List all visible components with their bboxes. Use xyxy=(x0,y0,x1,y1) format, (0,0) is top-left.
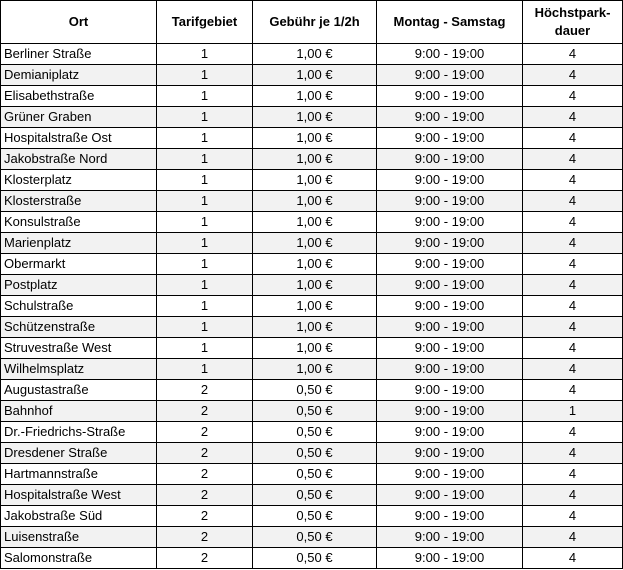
cell-tarifgebiet: 1 xyxy=(157,254,253,275)
cell-tarifgebiet: 1 xyxy=(157,44,253,65)
cell-tarifgebiet: 1 xyxy=(157,359,253,380)
cell-ort: Schulstraße xyxy=(1,296,157,317)
cell-gebuehr: 1,00 € xyxy=(253,254,377,275)
cell-gebuehr: 0,50 € xyxy=(253,485,377,506)
cell-montag-samstag: 9:00 - 19:00 xyxy=(377,422,523,443)
cell-tarifgebiet: 1 xyxy=(157,275,253,296)
cell-montag-samstag: 9:00 - 19:00 xyxy=(377,170,523,191)
cell-montag-samstag: 9:00 - 19:00 xyxy=(377,380,523,401)
header-hoechstparkdauer-line2: dauer xyxy=(554,23,591,38)
table-row xyxy=(1,254,623,275)
cell-gebuehr: 1,00 € xyxy=(253,149,377,170)
cell-ort: Bahnhof xyxy=(1,401,157,422)
header-montag-samstag: Montag - Samstag xyxy=(377,1,523,44)
cell-montag-samstag: 9:00 - 19:00 xyxy=(377,485,523,506)
cell-gebuehr: 1,00 € xyxy=(253,128,377,149)
cell-montag-samstag: 9:00 - 19:00 xyxy=(377,254,523,275)
cell-ort: Marienplatz xyxy=(1,233,157,254)
cell-hoechstparkdauer: 4 xyxy=(523,149,623,170)
cell-hoechstparkdauer: 4 xyxy=(523,233,623,254)
cell-gebuehr: 0,50 € xyxy=(253,443,377,464)
cell-ort: Hospitalstraße Ost xyxy=(1,128,157,149)
cell-hoechstparkdauer: 4 xyxy=(523,107,623,128)
cell-gebuehr: 1,00 € xyxy=(253,191,377,212)
header-tarifgebiet: Tarifgebiet xyxy=(157,1,253,44)
header-ort: Ort xyxy=(1,1,157,44)
cell-montag-samstag: 9:00 - 19:00 xyxy=(377,212,523,233)
cell-montag-samstag: 9:00 - 19:00 xyxy=(377,107,523,128)
cell-gebuehr: 1,00 € xyxy=(253,212,377,233)
table-row xyxy=(1,527,623,548)
cell-gebuehr: 0,50 € xyxy=(253,380,377,401)
cell-ort: Konsulstraße xyxy=(1,212,157,233)
cell-ort: Struvestraße West xyxy=(1,338,157,359)
cell-gebuehr: 1,00 € xyxy=(253,359,377,380)
cell-montag-samstag: 9:00 - 19:00 xyxy=(377,401,523,422)
cell-tarifgebiet: 1 xyxy=(157,86,253,107)
cell-hoechstparkdauer: 4 xyxy=(523,212,623,233)
cell-montag-samstag: 9:00 - 19:00 xyxy=(377,359,523,380)
cell-hoechstparkdauer: 4 xyxy=(523,170,623,191)
table-row xyxy=(1,443,623,464)
cell-hoechstparkdauer: 4 xyxy=(523,506,623,527)
cell-ort: Grüner Graben xyxy=(1,107,157,128)
cell-ort: Dresdener Straße xyxy=(1,443,157,464)
cell-montag-samstag: 9:00 - 19:00 xyxy=(377,275,523,296)
table-row xyxy=(1,233,623,254)
cell-hoechstparkdauer: 4 xyxy=(523,548,623,569)
cell-tarifgebiet: 1 xyxy=(157,107,253,128)
table-row xyxy=(1,212,623,233)
table-row xyxy=(1,422,623,443)
cell-tarifgebiet: 2 xyxy=(157,485,253,506)
table-row xyxy=(1,296,623,317)
table-row xyxy=(1,86,623,107)
cell-gebuehr: 1,00 € xyxy=(253,296,377,317)
cell-tarifgebiet: 2 xyxy=(157,506,253,527)
cell-gebuehr: 0,50 € xyxy=(253,422,377,443)
cell-montag-samstag: 9:00 - 19:00 xyxy=(377,149,523,170)
table-body xyxy=(1,44,623,569)
table-row xyxy=(1,107,623,128)
cell-tarifgebiet: 1 xyxy=(157,128,253,149)
cell-ort: Hartmannstraße xyxy=(1,464,157,485)
cell-gebuehr: 1,00 € xyxy=(253,107,377,128)
cell-ort: Elisabethstraße xyxy=(1,86,157,107)
table-row xyxy=(1,170,623,191)
cell-tarifgebiet: 2 xyxy=(157,422,253,443)
header-hoechstparkdauer-line1: Höchstpark- xyxy=(534,5,611,20)
cell-hoechstparkdauer: 4 xyxy=(523,128,623,149)
cell-tarifgebiet: 2 xyxy=(157,527,253,548)
table-row xyxy=(1,380,623,401)
cell-gebuehr: 0,50 € xyxy=(253,464,377,485)
cell-gebuehr: 1,00 € xyxy=(253,170,377,191)
cell-ort: Augustastraße xyxy=(1,380,157,401)
cell-montag-samstag: 9:00 - 19:00 xyxy=(377,317,523,338)
table-row xyxy=(1,548,623,569)
cell-hoechstparkdauer: 4 xyxy=(523,443,623,464)
table-row xyxy=(1,401,623,422)
cell-hoechstparkdauer: 4 xyxy=(523,359,623,380)
cell-tarifgebiet: 1 xyxy=(157,296,253,317)
cell-gebuehr: 1,00 € xyxy=(253,275,377,296)
cell-tarifgebiet: 1 xyxy=(157,338,253,359)
table-row xyxy=(1,506,623,527)
cell-montag-samstag: 9:00 - 19:00 xyxy=(377,443,523,464)
cell-hoechstparkdauer: 4 xyxy=(523,317,623,338)
cell-ort: Wilhelmsplatz xyxy=(1,359,157,380)
cell-gebuehr: 0,50 € xyxy=(253,506,377,527)
table-header-row xyxy=(1,1,623,44)
cell-ort: Dr.-Friedrichs-Straße xyxy=(1,422,157,443)
cell-montag-samstag: 9:00 - 19:00 xyxy=(377,464,523,485)
table-row xyxy=(1,44,623,65)
cell-hoechstparkdauer: 4 xyxy=(523,44,623,65)
cell-montag-samstag: 9:00 - 19:00 xyxy=(377,128,523,149)
header-hoechstparkdauer xyxy=(523,1,623,44)
cell-montag-samstag: 9:00 - 19:00 xyxy=(377,65,523,86)
cell-montag-samstag: 9:00 - 19:00 xyxy=(377,527,523,548)
cell-tarifgebiet: 1 xyxy=(157,170,253,191)
cell-montag-samstag: 9:00 - 19:00 xyxy=(377,86,523,107)
table-row xyxy=(1,191,623,212)
cell-hoechstparkdauer: 4 xyxy=(523,527,623,548)
cell-tarifgebiet: 1 xyxy=(157,317,253,338)
table-row xyxy=(1,359,623,380)
table-row xyxy=(1,275,623,296)
cell-hoechstparkdauer: 4 xyxy=(523,296,623,317)
cell-tarifgebiet: 2 xyxy=(157,380,253,401)
cell-gebuehr: 0,50 € xyxy=(253,401,377,422)
cell-montag-samstag: 9:00 - 19:00 xyxy=(377,191,523,212)
cell-hoechstparkdauer: 4 xyxy=(523,65,623,86)
cell-ort: Klosterplatz xyxy=(1,170,157,191)
cell-gebuehr: 1,00 € xyxy=(253,317,377,338)
cell-hoechstparkdauer: 4 xyxy=(523,485,623,506)
cell-ort: Jakobstraße Süd xyxy=(1,506,157,527)
cell-ort: Demianiplatz xyxy=(1,65,157,86)
cell-ort: Luisenstraße xyxy=(1,527,157,548)
cell-hoechstparkdauer: 4 xyxy=(523,254,623,275)
cell-ort: Salomonstraße xyxy=(1,548,157,569)
cell-tarifgebiet: 1 xyxy=(157,149,253,170)
cell-gebuehr: 1,00 € xyxy=(253,86,377,107)
cell-montag-samstag: 9:00 - 19:00 xyxy=(377,44,523,65)
table-row xyxy=(1,317,623,338)
cell-ort: Jakobstraße Nord xyxy=(1,149,157,170)
header-gebuehr: Gebühr je 1/2h xyxy=(253,1,377,44)
cell-tarifgebiet: 1 xyxy=(157,233,253,254)
cell-ort: Postplatz xyxy=(1,275,157,296)
cell-gebuehr: 0,50 € xyxy=(253,548,377,569)
cell-tarifgebiet: 2 xyxy=(157,548,253,569)
cell-montag-samstag: 9:00 - 19:00 xyxy=(377,338,523,359)
cell-hoechstparkdauer: 4 xyxy=(523,191,623,212)
cell-hoechstparkdauer: 1 xyxy=(523,401,623,422)
cell-ort: Hospitalstraße West xyxy=(1,485,157,506)
table-row xyxy=(1,149,623,170)
cell-ort: Obermarkt xyxy=(1,254,157,275)
table-row xyxy=(1,464,623,485)
table-row xyxy=(1,128,623,149)
cell-gebuehr: 1,00 € xyxy=(253,65,377,86)
cell-tarifgebiet: 2 xyxy=(157,443,253,464)
cell-tarifgebiet: 2 xyxy=(157,464,253,485)
cell-gebuehr: 1,00 € xyxy=(253,44,377,65)
cell-gebuehr: 1,00 € xyxy=(253,338,377,359)
cell-ort: Berliner Straße xyxy=(1,44,157,65)
cell-ort: Schützenstraße xyxy=(1,317,157,338)
cell-tarifgebiet: 1 xyxy=(157,191,253,212)
table-row xyxy=(1,65,623,86)
cell-tarifgebiet: 2 xyxy=(157,401,253,422)
cell-hoechstparkdauer: 4 xyxy=(523,464,623,485)
cell-hoechstparkdauer: 4 xyxy=(523,338,623,359)
table-row xyxy=(1,485,623,506)
cell-montag-samstag: 9:00 - 19:00 xyxy=(377,548,523,569)
cell-tarifgebiet: 1 xyxy=(157,65,253,86)
cell-gebuehr: 1,00 € xyxy=(253,233,377,254)
cell-gebuehr: 0,50 € xyxy=(253,527,377,548)
cell-hoechstparkdauer: 4 xyxy=(523,422,623,443)
cell-montag-samstag: 9:00 - 19:00 xyxy=(377,506,523,527)
cell-tarifgebiet: 1 xyxy=(157,212,253,233)
cell-montag-samstag: 9:00 - 19:00 xyxy=(377,233,523,254)
cell-montag-samstag: 9:00 - 19:00 xyxy=(377,296,523,317)
cell-hoechstparkdauer: 4 xyxy=(523,86,623,107)
cell-hoechstparkdauer: 4 xyxy=(523,275,623,296)
table-row xyxy=(1,338,623,359)
cell-ort: Klosterstraße xyxy=(1,191,157,212)
cell-hoechstparkdauer: 4 xyxy=(523,380,623,401)
